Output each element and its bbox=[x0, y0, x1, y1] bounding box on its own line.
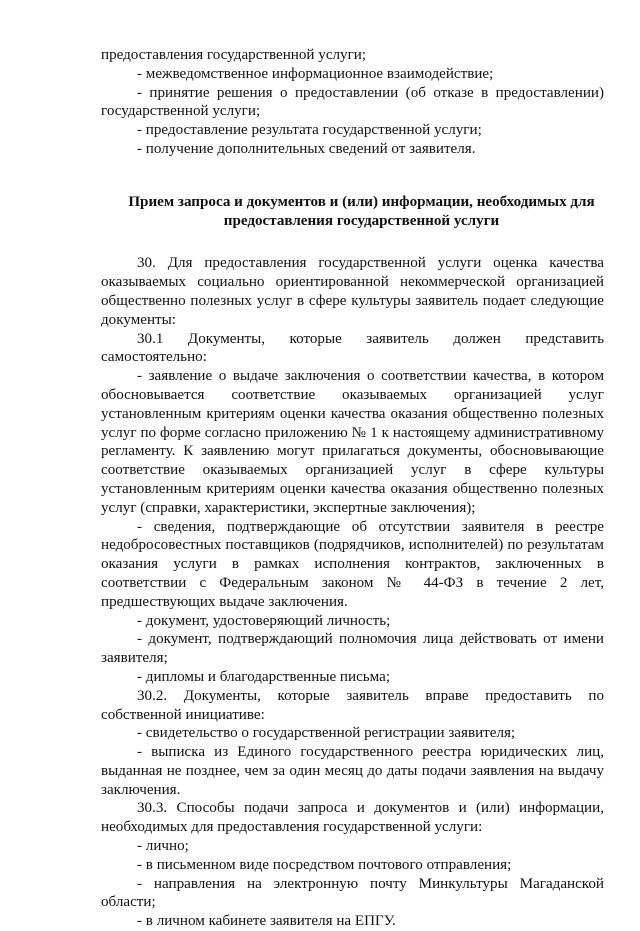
paragraph-30-2: 30.2. Документы, которые заявитель вправе предоставить по собственной инициативе: bbox=[101, 687, 604, 723]
item-identity-document: - документ, удостоверяющий личность; bbox=[137, 612, 391, 629]
item-diplomas: - дипломы и благодарственные письма; bbox=[137, 668, 391, 685]
item-registry-info: - сведения, подтверждающие об отсутствии заявителя в реестре недобросовестных поставщиков (подрядчиков, исполнителей) по результатам оказания услуги в рамках исполнения контрактов, заключенных в соответствии с Федеральным законом № 44-ФЗ в течение 2 лет, предшествующих выдаче заключения. bbox=[101, 518, 604, 610]
intro-item-result: - предоставление результата государственной услуги; bbox=[137, 122, 482, 139]
method-epgu-account: - в личном кабинете заявителя на ЕПГУ. bbox=[137, 913, 396, 930]
document-page bbox=[101, 46, 604, 931]
paragraph-30: 30. Для предоставления государственной услуги оценка качества оказываемых социально ориентированной некоммерческой организацией общественно полезных услуг в сфере культуры заявитель подает следующие документы: bbox=[101, 255, 604, 328]
method-in-person: - лично; bbox=[137, 838, 189, 855]
item-authority-document: - документ, подтверждающий полномочия лица действовать от имени заявителя; bbox=[101, 631, 604, 667]
paragraph-30-1: 30.1 Документы, которые заявитель должен представить самостоятельно: bbox=[101, 330, 604, 366]
intro-item-additional-info: - получение дополнительных сведений от заявителя. bbox=[137, 140, 476, 157]
item-registry-extract: - выписка из Единого государственного реестра юридических лиц, выданная не позднее, чем за один месяц до даты подачи заявления на выдачу заключения. bbox=[101, 744, 604, 798]
item-application: - заявление о выдаче заключения о соответствии качества, в котором обосновывается соответствие оказываемых организацией услуг установленным критериям оценки качества оказания общественно полезных услуг по форме согласно приложению № 1 к настоящему административному регламенту. К заявлению могут прилагаться документы, обосновывающие соответствие оказываемых организацией услуг в сфере культуры установленным критериям оценки качества оказания общественно полезных услуг (справки, характеристики, экспертные заключения); bbox=[101, 368, 604, 516]
intro-item-interagency: - межведомственное информационное взаимодействие; bbox=[137, 65, 494, 82]
item-registration-certificate: - свидетельство о государственной регистрации заявителя; bbox=[137, 725, 516, 742]
intro-line-0: предоставления государственной услуги; bbox=[101, 47, 367, 63]
paragraph-30-3: 30.3. Способы подачи запроса и документов и (или) информации, необходимых для предоставления государственной услуги: bbox=[101, 800, 604, 836]
intro-item-decision: - принятие решения о предоставлении (об отказе в предоставлении) государственной услуги; bbox=[101, 84, 604, 120]
method-email: - направления на электронную почту Минкультуры Магаданской области; bbox=[101, 875, 604, 911]
method-postal: - в письменном виде посредством почтового отправления; bbox=[137, 856, 512, 873]
section-heading: Прием запроса и документов и (или) информации, необходимых для предоставления государственной услуги bbox=[128, 193, 595, 229]
